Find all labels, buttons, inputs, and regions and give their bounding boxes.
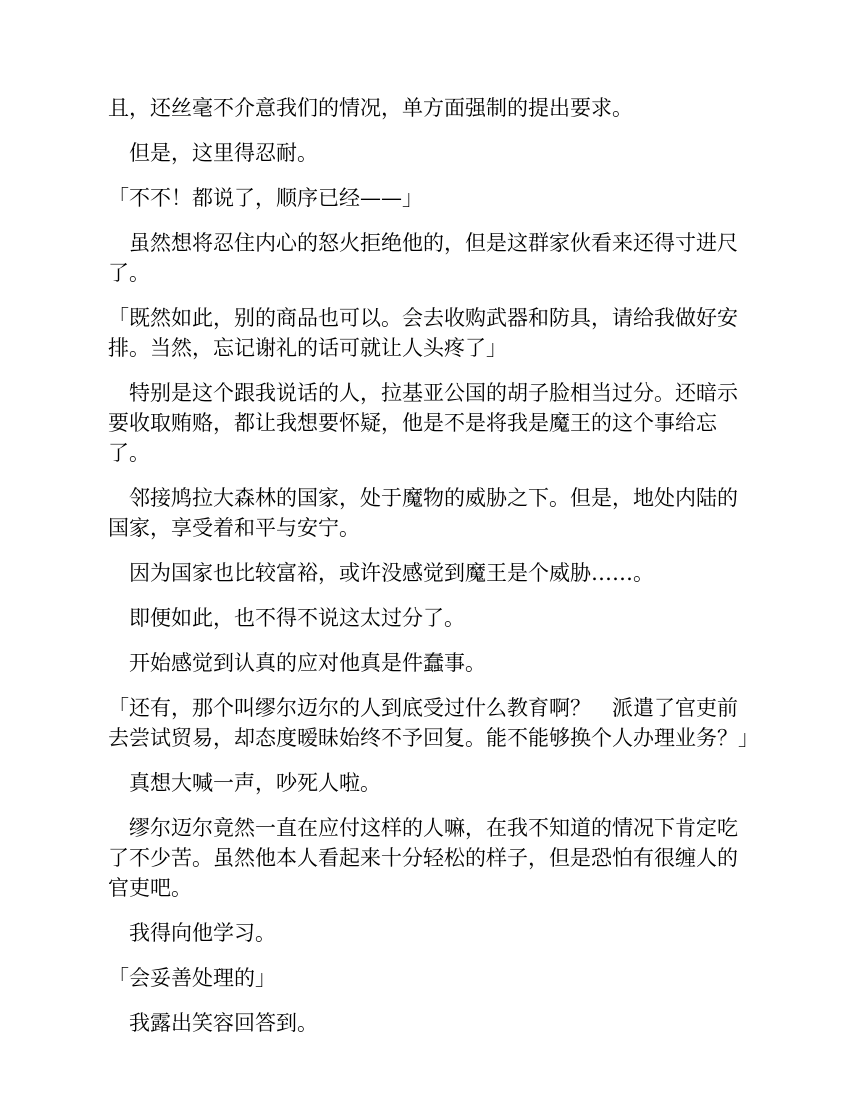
paragraph: 特别是这个跟我说话的人，拉基亚公国的胡子脸相当过分。还暗示要收取贿赂，都让我想要怀疑，他是不是将我是魔王的这个事给忘了。 (108, 381, 738, 465)
paragraph: 我得向他学习。 (108, 921, 276, 945)
paragraph: 「不不！都说了，顺序已经——」 (108, 186, 423, 210)
paragraph: 但是，这里得忍耐。 (108, 141, 318, 165)
paragraph: 真想大喊一声，吵死人啦。 (108, 771, 381, 795)
paragraph: 虽然想将忍住内心的怒火拒绝他的，但是这群家伙看来还得寸进尺了。 (108, 231, 738, 285)
paragraph: 「会妥善处理的」 (108, 966, 276, 990)
document-page (108, 93, 759, 1053)
paragraph: 且，还丝毫不介意我们的情况，单方面强制的提出要求。 (108, 96, 633, 120)
paragraph: 缪尔迈尔竟然一直在应付这样的人嘛，在我不知道的情况下肯定吃了不少苦。虽然他本人看起来十分轻松的样子，但是恐怕有很缠人的官吏吧。 (108, 816, 738, 900)
paragraph: 即便如此，也不得不说这太过分了。 (108, 606, 465, 630)
paragraph: 因为国家也比较富裕，或许没感觉到魔王是个威胁……。 (108, 561, 654, 585)
paragraph: 「还有，那个叫缪尔迈尔的人到底受过什么教育啊？ 派遣了官吏前去尝试贸易，却态度暧昧始终不予回复。能不能够换个人办理业务？」 (108, 696, 759, 750)
paragraph: 邻接鸠拉大森林的国家，处于魔物的威胁之下。但是，地处内陆的国家，享受着和平与安宁。 (108, 486, 738, 540)
paragraph: 我露出笑容回答到。 (108, 1011, 318, 1035)
paragraph: 开始感觉到认真的应对他真是件蠢事。 (108, 651, 486, 675)
paragraph: 「既然如此，别的商品也可以。会去收购武器和防具，请给我做好安排。当然，忘记谢礼的话可就让人头疼了」 (108, 306, 738, 360)
